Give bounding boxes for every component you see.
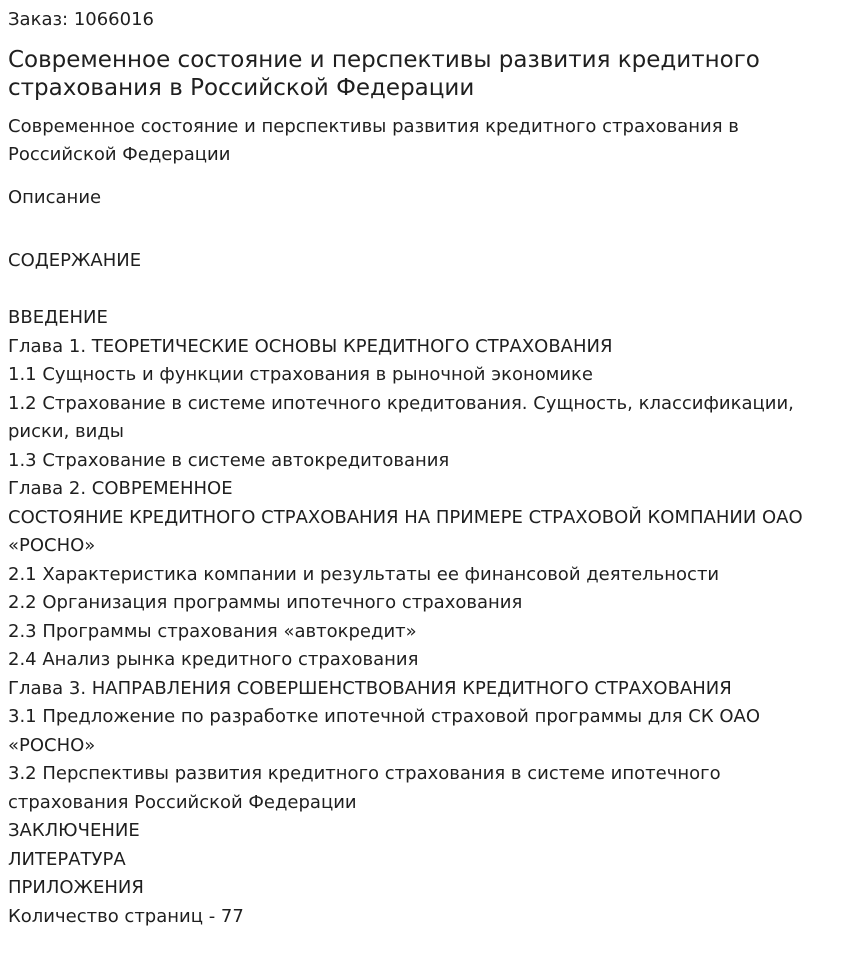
toc-item: СОСТОЯНИЕ КРЕДИТНОГО СТРАХОВАНИЯ НА ПРИМЕРЕ СТРАХОВОЙ КОМПАНИИ ОАО «РОСНО» (8, 506, 803, 556)
toc-item: 1.2 Страхование в системе ипотечного кредитования. Сущность, классификации, риски, виды (8, 392, 794, 442)
toc-item: 1.1 Сущность и функции страхования в рыночной экономике (8, 364, 593, 385)
toc-item: 2.4 Анализ рынка кредитного страхования (8, 649, 419, 670)
order-number: Заказ: 1066016 (8, 9, 154, 30)
toc-item: 3.2 Перспективы развития кредитного страхования в системе ипотечного страхования Российской Федерации (8, 763, 721, 813)
toc-item: 2.1 Характеристика компании и результаты ее финансовой деятельности (8, 563, 720, 585)
toc-item: ЛИТЕРАТУРА (8, 848, 126, 870)
toc-item: ПРИЛОЖЕНИЯ (8, 877, 144, 898)
table-of-contents (8, 304, 839, 903)
toc-item: ВВЕДЕНИЕ (8, 307, 108, 328)
toc-item: 2.3 Программы страхования «автокредит» (8, 620, 417, 642)
toc-item: 3.1 Предложение по разработке ипотечной страховой программы для СК ОАО «РОСНО» (8, 706, 761, 756)
toc-item: Глава 1. ТЕОРЕТИЧЕСКИЕ ОСНОВЫ КРЕДИТНОГО СТРАХОВАНИЯ (8, 335, 613, 357)
page-count: Количество страниц - 77 (8, 905, 244, 927)
page-title: Современное состояние и перспективы развития кредитного страхования в Российской Федерации (8, 47, 760, 101)
toc-item: Глава 2. СОВРЕМЕННОЕ (8, 478, 233, 499)
toc-heading: СОДЕРЖАНИЕ (8, 250, 142, 271)
toc-item: 1.3 Страхование в системе автокредитования (8, 449, 450, 471)
page-subtitle: Современное состояние и перспективы развития кредитного страхования в Российской Федерации (8, 116, 739, 165)
toc-item: ЗАКЛЮЧЕНИЕ (8, 820, 140, 841)
toc-item: Глава 3. НАПРАВЛЕНИЯ СОВЕРШЕНСТВОВАНИЯ КРЕДИТНОГО СТРАХОВАНИЯ (8, 677, 732, 699)
toc-item: 2.2 Организация программы ипотечного страхования (8, 592, 523, 613)
description-label: Описание (8, 187, 102, 208)
